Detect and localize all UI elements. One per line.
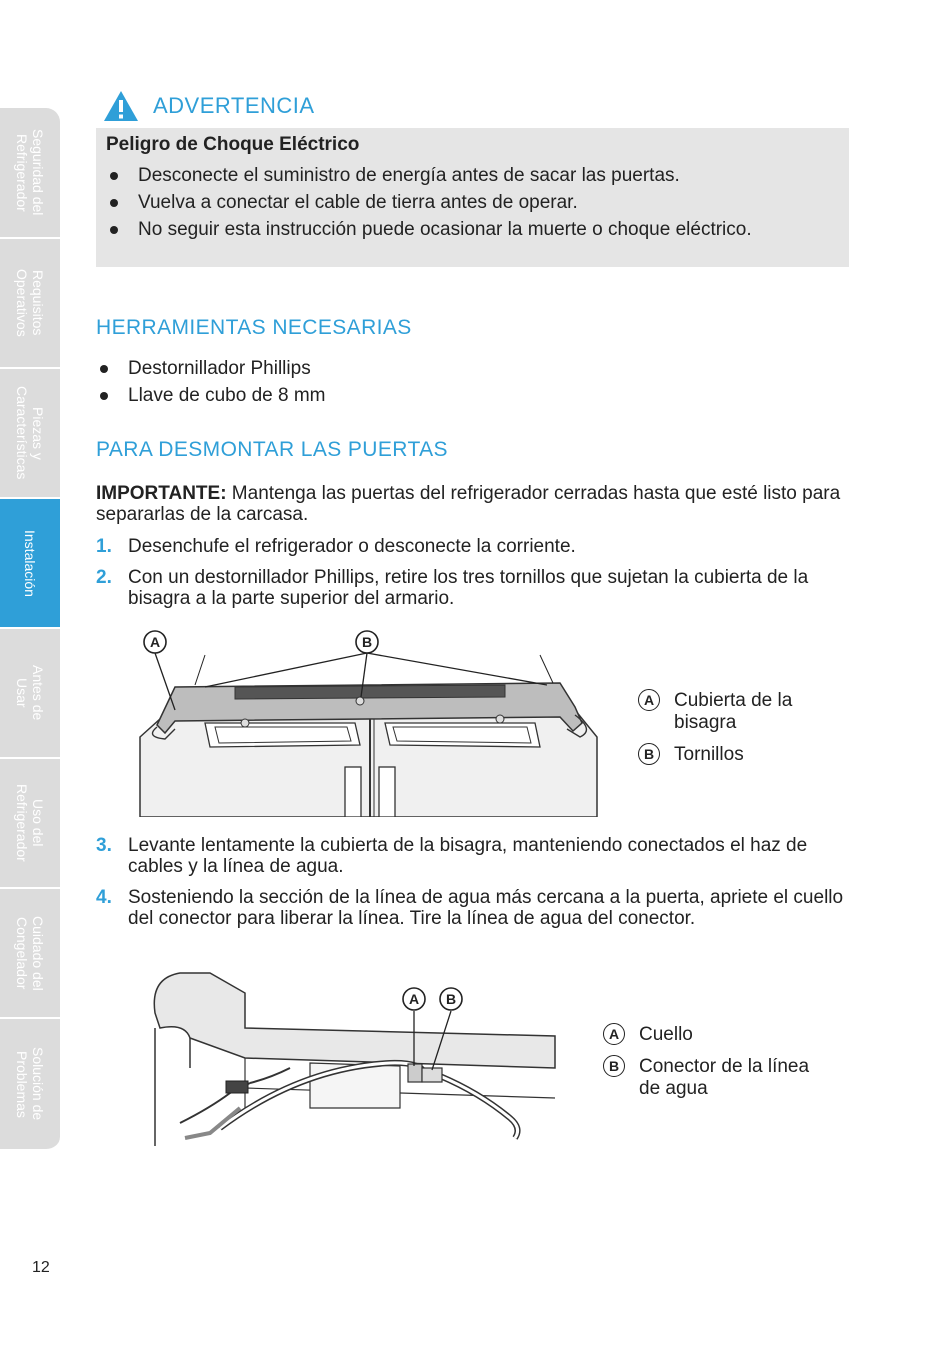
important-note [96, 483, 856, 525]
warning-header [103, 90, 315, 122]
legend-item [638, 690, 838, 734]
step-1 [96, 536, 856, 557]
tab-label: Solución de Problemas [14, 1047, 46, 1121]
tab-solucion-problemas[interactable] [0, 1019, 60, 1151]
warning-title: ADVERTENCIA [153, 93, 315, 118]
list-item: Llave de cubo de 8 mm [96, 385, 796, 406]
callout-b: B [445, 991, 457, 1007]
step-text: Sosteniendo la sección de la línea de agua más cercana a la puerta, apriete el cuello del conector para liberar la línea. Tire la línea de agua del conector. [128, 887, 844, 929]
list-item: Destornillador Phillips [96, 358, 796, 379]
legend-item [603, 1024, 813, 1046]
tab-label: Antes de Usar [14, 665, 46, 721]
tab-label: Seguridad del Refrigerador [14, 129, 46, 216]
tab-uso-refrigerador[interactable] [0, 759, 60, 889]
tab-label: Piezas y Características [14, 386, 46, 480]
warning-list [106, 165, 826, 240]
step-number: 1. [96, 536, 112, 557]
tab-instalacion[interactable] [0, 499, 60, 629]
legend-text: Conector de la línea de agua [639, 1056, 810, 1099]
legend-letter: A [603, 1023, 625, 1045]
step-4 [96, 887, 856, 929]
tab-cuidado-congelador[interactable] [0, 889, 60, 1019]
tools-list [96, 358, 796, 406]
warning-triangle-icon [103, 90, 139, 122]
step-3 [96, 835, 856, 877]
legend-item [638, 744, 838, 766]
tab-seguridad[interactable] [0, 108, 60, 239]
tab-antes-de-usar[interactable] [0, 629, 60, 759]
tab-label: Uso del Refrigerador [14, 784, 46, 862]
warning-subtitle: Peligro de Choque Eléctrico [106, 134, 360, 155]
legend-text: Cubierta de la bisagra [674, 690, 793, 733]
legend-item [603, 1056, 813, 1100]
figure2-legend [603, 1024, 813, 1110]
tab-label: Requisitos Operativos [14, 269, 46, 337]
list-item: Desconecte el suministro de energía antes de sacar las puertas. [106, 165, 826, 186]
tab-piezas[interactable] [0, 369, 60, 499]
water-line-illustration [150, 968, 560, 1146]
tab-label: Instalación [22, 529, 38, 597]
step-number: 2. [96, 567, 112, 588]
legend-letter: B [603, 1055, 625, 1077]
callout-a: A [408, 991, 420, 1007]
remove-doors-heading: PARA DESMONTAR LAS PUERTAS [96, 438, 448, 461]
legend-letter: B [638, 743, 660, 765]
list-item: No seguir esta instrucción puede ocasionar la muerte o choque eléctrico. [106, 219, 826, 240]
callout-a: A [149, 634, 161, 650]
step-2 [96, 567, 856, 609]
step-number: 3. [96, 835, 112, 856]
warning-box [96, 128, 849, 267]
legend-letter: A [638, 689, 660, 711]
tab-requisitos[interactable] [0, 239, 60, 369]
important-text: Mantenga las puertas del refrigerador cerradas hasta que esté listo para separarlas de la carcasa. [96, 483, 841, 525]
page-number: 12 [32, 1259, 50, 1276]
figure1-legend [638, 690, 838, 776]
legend-text: Tornillos [674, 744, 744, 765]
callout-b: B [361, 634, 373, 650]
step-number: 4. [96, 887, 112, 908]
step-text: Desenchufe el refrigerador o desconecte la corriente. [128, 536, 576, 557]
step-text: Con un destornillador Phillips, retire los tres tornillos que sujetan la cubierta de la bisagra a la parte superior del armario. [128, 567, 809, 609]
tools-heading: HERRAMIENTAS NECESARIAS [96, 316, 412, 339]
tab-label: Cuidado del Congelador [14, 915, 46, 991]
step-text: Levante lentamente la cubierta de la bisagra, manteniendo conectados el haz de cables y la línea de agua. [128, 835, 808, 877]
legend-text: Cuello [639, 1024, 693, 1045]
list-item: Vuelva a conectar el cable de tierra antes de operar. [106, 192, 826, 213]
important-label: IMPORTANTE: [96, 483, 227, 504]
hinge-cover-illustration [135, 625, 605, 817]
